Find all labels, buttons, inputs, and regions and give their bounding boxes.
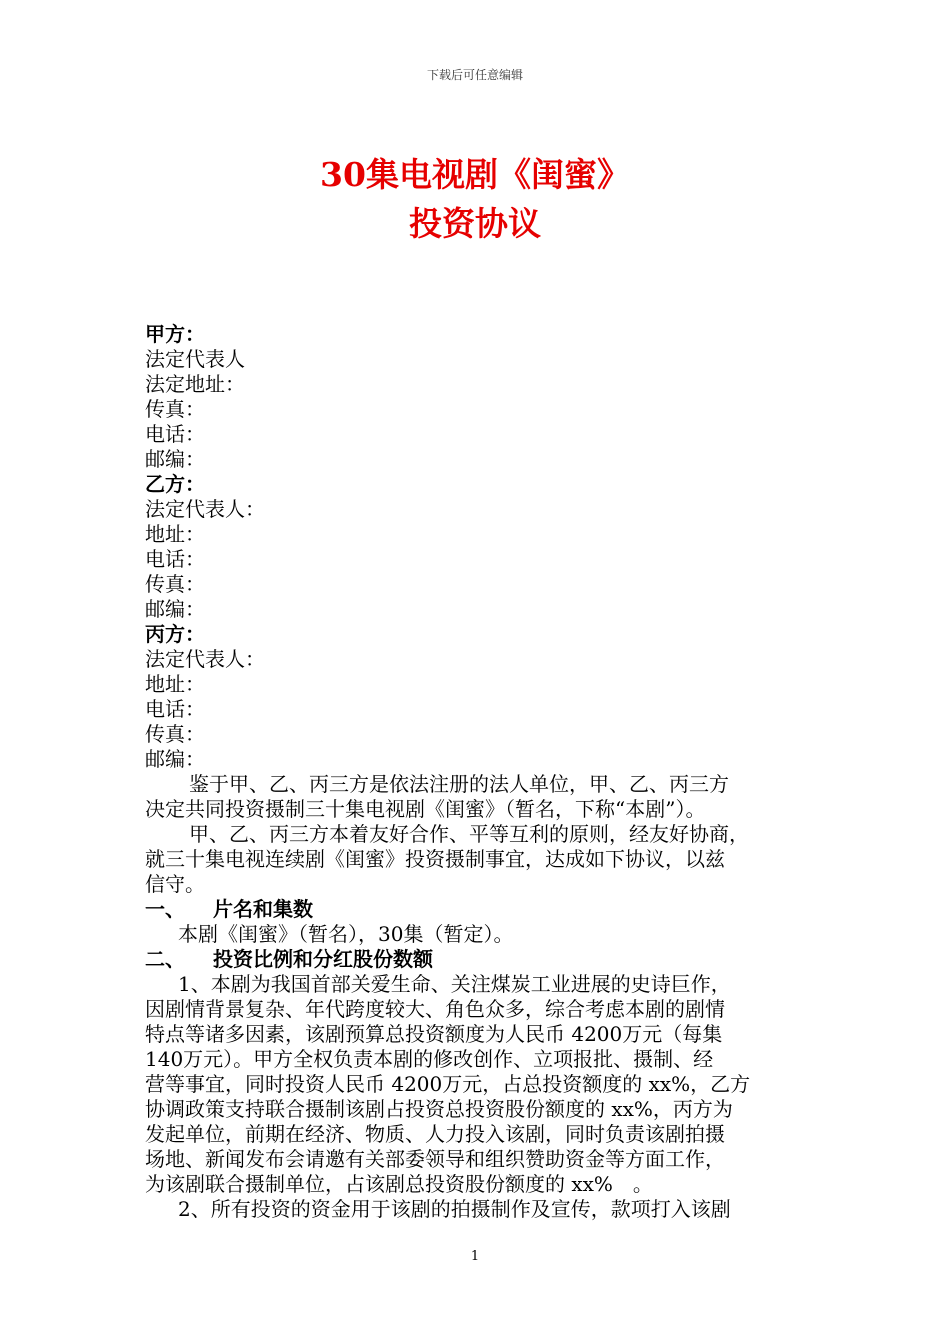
paragraph-line: 1、本剧为我国首部关爱生命、关注煤炭工业进展的史诗巨作， xyxy=(178,972,731,996)
preamble-line: 甲、乙、丙三方本着友好合作、平等互利的原则，经友好协商， xyxy=(189,822,749,846)
paragraph-line: 发起单位，前期在经济、物质、人力投入该剧，同时负责该剧拍摄 xyxy=(145,1122,725,1146)
preamble-line: 决定共同投资摄制三十集电视剧《闺蜜》（暂名，下称“本剧”）。 xyxy=(145,797,706,821)
party-a-field: 电话： xyxy=(145,422,205,446)
preamble-line: 信守。 xyxy=(145,872,205,896)
party-b-field: 邮编： xyxy=(145,597,205,621)
paragraph-line: 特点等诸多因素，该剧预算总投资额度为人民币 4200万元（每集 xyxy=(145,1022,723,1046)
section-number: 二、 xyxy=(145,947,185,971)
party-a-field: 法定代表人 xyxy=(145,347,245,371)
paragraph-line: 2、所有投资的资金用于该剧的拍摄制作及宣传，款项打入该剧 xyxy=(178,1197,731,1221)
party-b-field: 法定代表人： xyxy=(145,497,265,521)
party-a-field: 邮编： xyxy=(145,447,205,471)
section-title: 片名和集数 xyxy=(213,897,313,921)
party-a-field: 传真： xyxy=(145,397,205,421)
section-heading xyxy=(145,897,810,922)
section-heading xyxy=(145,947,810,972)
paragraph-line: 营等事宜，同时投资人民币 4200万元，占总投资额度的 xx%，乙方 xyxy=(145,1072,751,1096)
paragraph-line: 协调政策支持联合摄制该剧占投资总投资股份额度的 xx%，丙方为 xyxy=(145,1097,733,1121)
section-title: 投资比例和分红股份数额 xyxy=(213,947,433,971)
party-b-field: 电话： xyxy=(145,547,205,571)
paragraph-line: 场地、新闻发布会请邀有关部委领导和组织赞助资金等方面工作， xyxy=(145,1147,725,1171)
section-text: 本剧《闺蜜》（暂名），30集（暂定）。 xyxy=(178,922,514,946)
paragraph-line: 140万元）。甲方全权负责本剧的修改创作、立项报批、摄制、经 xyxy=(145,1047,714,1071)
section-number: 一、 xyxy=(145,897,185,921)
party-c-heading: 丙方： xyxy=(145,622,205,646)
party-c-field: 邮编： xyxy=(145,747,205,771)
preamble-line: 就三十集电视连续剧《闺蜜》投资摄制事宜，达成如下协议，以兹 xyxy=(145,847,725,871)
party-b-field: 地址： xyxy=(145,522,205,546)
party-a-field: 法定地址： xyxy=(145,372,245,396)
preamble-line: 鉴于甲、乙、丙三方是依法注册的法人单位，甲、乙、丙三方 xyxy=(189,772,729,796)
paragraph-line: 因剧情背景复杂、年代跨度较大、角色众多，综合考虑本剧的剧情 xyxy=(145,997,725,1021)
page-number: 1 xyxy=(470,1249,480,1264)
party-a-heading: 甲方： xyxy=(145,322,205,346)
party-c-field: 电话： xyxy=(145,697,205,721)
paragraph-line: 为该剧联合摄制单位，占该剧总投资股份额度的 xx% 。 xyxy=(145,1172,653,1196)
party-c-field: 地址： xyxy=(145,672,205,696)
document-subtitle: 投资协议 xyxy=(409,204,541,243)
document-title: 30集电视剧《闺蜜》 xyxy=(320,155,630,194)
party-b-field: 传真： xyxy=(145,572,205,596)
header-note: 下载后可任意编辑 xyxy=(426,68,523,82)
document-body xyxy=(145,322,810,1222)
party-c-field: 法定代表人： xyxy=(145,647,265,671)
party-c-field: 传真： xyxy=(145,722,205,746)
party-b-heading: 乙方： xyxy=(145,472,205,496)
